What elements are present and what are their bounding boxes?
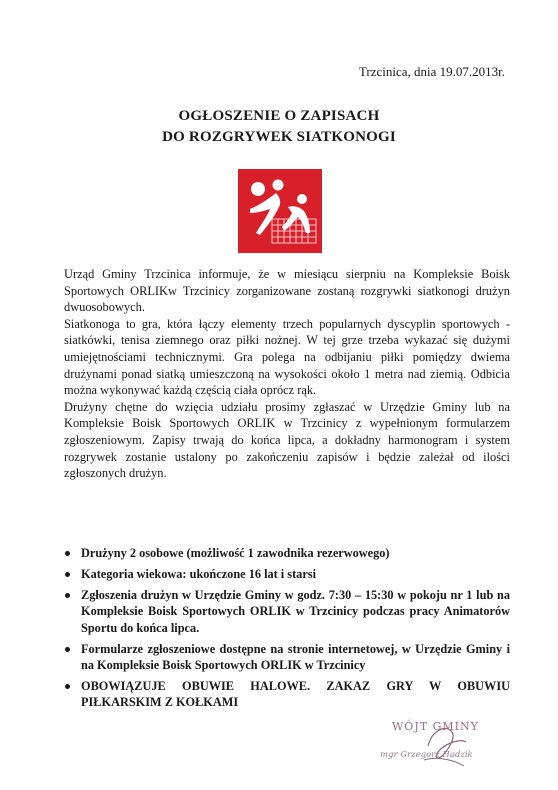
announcement-body xyxy=(64,266,510,482)
bullet-icon xyxy=(65,572,70,577)
title-line-1: OGŁOSZENIE O ZAPISACH xyxy=(178,108,380,124)
list-item xyxy=(64,587,510,636)
stamp-title: WÓJT GMINY xyxy=(392,720,479,733)
document-title xyxy=(0,106,558,148)
list-item xyxy=(64,641,510,674)
list-item xyxy=(64,678,510,711)
list-item-text: Formularze zgłoszeniowe dostępne na stronie internetowej, w Urzędzie Gminy i na Kompleksie Boisk Sportowych ORLIK w Trzcinicy xyxy=(81,641,510,672)
list-item xyxy=(64,545,510,561)
list-item-text: Kategoria wiekowa: ukończone 16 lat i starsi xyxy=(81,566,316,581)
date-line: Trzcinica, dnia 19.07.2013r. xyxy=(358,64,505,79)
list-item-text: Drużyny 2 osobowe (możliwość 1 zawodnika rezerwowego) xyxy=(81,546,390,560)
paragraph-registration: Drużyny chętne do wzięcia udziału prosimy zgłaszać w Urzędzie Gminy lub na Kompleksie Boisk Sportowych ORLIK w Trzcinicy z wypełnionym formularzem zgłoszeniowym. Zapisy trwają do końca lipca, a dokładny harmonogram i system rozgrywek zostanie ustalony po zakończeniu zapisów i będzie zależał od ilości zgłoszonych drużyn. xyxy=(64,399,510,481)
bullet-icon xyxy=(65,551,70,556)
list-item xyxy=(64,566,510,582)
bullet-icon xyxy=(65,647,70,652)
list-item-text: OBOWIĄZUJE OBUWIE HALOWE. ZAKAZ GRY W OBUWIU PIŁKARSKIM Z KOŁKAMI xyxy=(81,678,510,710)
rules-list xyxy=(64,545,510,715)
list-item-text: Zgłoszenia drużyn w Urzędzie Gminy w godz. 7:30 – 15:30 w pokoju nr 1 lub na Kompleksie Boisk Sportowych ORLIK w Trzcinicy podczas pracy Animatorów Sportu do końca lipca. xyxy=(81,587,510,635)
official-stamp xyxy=(368,716,508,776)
paragraph-description: Siatkonoga to gra, która łączy elementy trzech popularnych dyscyplin sportowych - siatkówki, tenisa ziemnego oraz piłki nożnej. W tej grze trzeba wykazać się dużymi umiejętnościami technicznymi. Gra polega na odbijaniu piłki pomiędzy dwiema drużynami ponad siatką umieszczoną na wysokości około 1 metra nad ziemią. Odbicia można wykonywać każdą częścią ciała oprócz rąk. xyxy=(64,316,510,398)
bullet-icon xyxy=(65,684,70,689)
bullet-icon xyxy=(65,593,70,598)
title-line-2: DO ROZGRYWEK SIATKONOGI xyxy=(162,129,396,145)
volleyball-players-logo-icon xyxy=(238,169,322,253)
paragraph-intro: Urząd Gminy Trzcinica informuje, że w miesiącu sierpniu na Kompleksie Boisk Sportowych ORLIKw Trzcinicy zorganizowane zostaną rozgrywki siatkonogi drużyn dwuosobowych. xyxy=(64,267,510,315)
stamp-name: mgr Grzegorz Hadzik xyxy=(380,750,473,760)
